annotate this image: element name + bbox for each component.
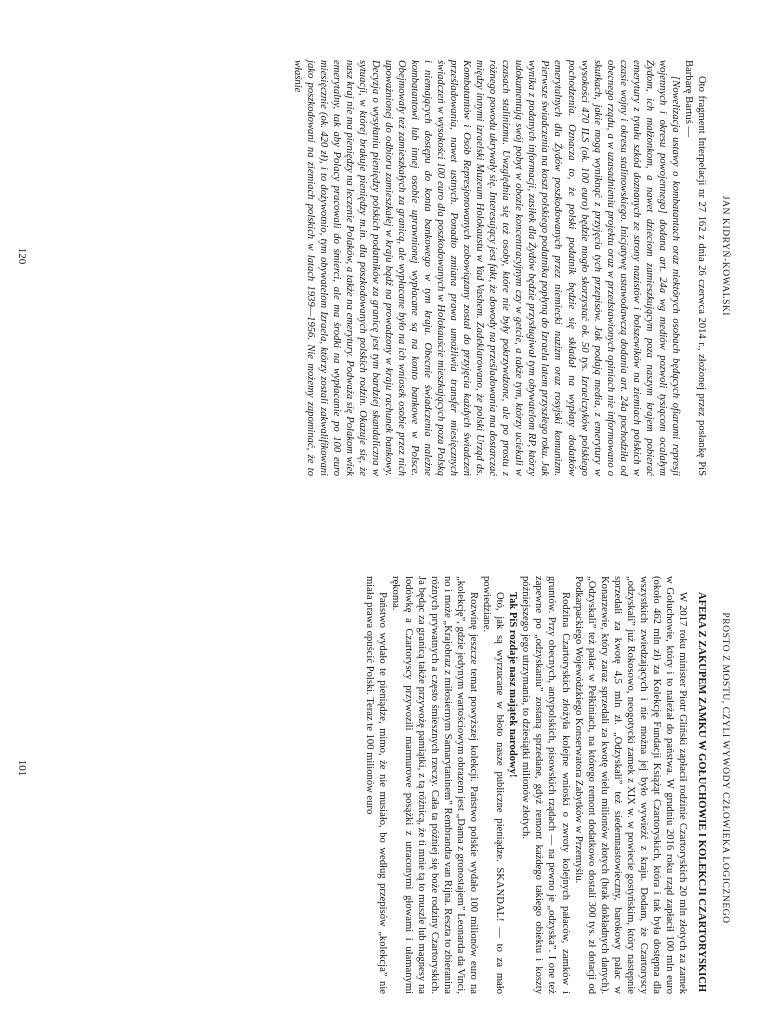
left-text-block	[291, 60, 709, 476]
section-title: AFERA Z ZAKUPEM ZAMKU W GOŁUCHOWIE I KOLEKCJI CZARTORYSKICH	[696, 592, 707, 993]
right-page	[0, 512, 768, 1024]
paragraph: Oto fragment Interpelacji nr 27 162 z dnia 26 czerwca 2014 r., złożonej przez posłankę PiS Barbarę Bartuś —	[682, 60, 707, 476]
quoted-paragraph: [Nowelizacja ustawy o kombatantach oraz niektórych osobach będących ofiarami represji wojennych i okresu powojennego] dodana art. 24a wg mediów pozwoli tysiącom ocalałym Żydom, ich małżonkom, a nawet dzieciom zamieszkującym poza naszym krajem pobierać emerytury z tytułu szkód doznanych ze strony nazistów i bolszewików na ziemiach polskich w czasie wojny i okresu stalinowskiego. Inicjatywę ustawodawczą dodania art. 24a pochodziła od obecnego rządu, a w uzasadnieniu projektu oraz w przedstawionych opiniach nie informowano o skutkach, jakie mogą wyniknąć z przyjęcia tych przepisów. Jak podają media, z emerytury w wysokości 470 ILS (ok. 100 euro) będzie mogło skorzystać ok. 50 tys. Izraelczyków polskiego pochodzenia. Oznacza to, że polski podatnik będzie się składał na wypłaty dodatków emerytalnych dla Żydów poszkodowanych przez niemiecki nazizm oraz rosyjski komunizm. Pierwsze świadczenia na koszt polskiego podatnika popłyną do Izraela latem przyszłego roku. Jak wynika z podanych informacji, zasiłek dla Żydów będzie przysługiwał tym obywatelom RP, którzy udokumentują swój pobyt w obozie koncentracyjnym czy w getcie, a także tym, którzy uciekali w czasach stalinizmu. Uwzględnia się też osoby, które nie były pokrzywdzone, ale po prostu z różnego powodu ukrywały się. Interesujący jest fakt, że dowody na prześladowania ma dostarczać między innymi izraelski Muzeum Holokaustu w Yad Vashem. Zadeklarowano, że polski Urząd ds. Kombatantów i Osób Represjonowanych zobowiązany został do przyjęcia każdych świadczeń prześladowania, nawet ustnych. Ponadto zmiana prawa umożliwia transfer miesięcznych świadczeń w wysokości 100 euro dla poszkodowanych w Holokauście mieszkających poza Polską i niemających dostępu do konta bankowego w tym kraju. Obecnie świadczenia należne kombatantowi lub innej osobie uprawnionej wypłacane są na konto bankowe w Polsce. Obejmowały też zamieszkałych za granicą, ale wypłacane było na ich wniosek osobie przez nich upoważnionej do odbioru zamieszkałej w kraju bądź na prowadzony w kraju rachunek bankowy. Decyzja o wysyłaniu pieniędzy polskich podatników za granicę jest tym bardziej skandaliczna w sytuacji, w której brakuje pieniędzy m.in. dla poszkodowanych polskich rodzin. Okazuje się, że nasz kraj nie ma pieniędzy na leczenie Polaków, a także na emerytury. Podważa się Polakom wiek emerytalny, tak aby Polacy pracowali do śmierci, ale ma środki na wypłacanie po 100 euro miesięcznie (ok. 420 zł), i to dożywotnio, tym obywatelom Izraela, którzy zostali zakwalifikowani jako poszkodowani na ziemiach polskich w latach 1939—1956. Nie możemy zapominać, że to właśnie	[291, 60, 681, 476]
running-head-right: PROSTO Z MOSTU, CZYLI WYWODY CZŁOWIEKA LOGICZNEGO	[720, 612, 730, 924]
page-number-left: 120	[16, 247, 28, 265]
subheading: Tak PiS rozdaje nasz majątek narodowy!	[507, 592, 519, 778]
paragraph: Otó, jak są wyrzucane w błoto nasze publiczne pieniądze. SKANDAL! — to za mało powiedziane.	[481, 576, 506, 994]
paragraph: Państwo wydało te pieniądze, mimo, że nie musiało, bo według przepisów „kolekcja” nie miała prawa opuścić Polski. Teraz te 100 milionów euro	[363, 576, 388, 994]
right-text-block	[363, 576, 708, 994]
paragraph: W 2017 roku minister Piotr Gliński zapłacił rodzinie Czartoryskich 20 mln złotych za zamek w Gołuchowie, który i to należał do państwa. W grudniu 2016 roku rząd zapłacił 100 mln euro (około 462 mln zł) za Kolekcję Fundacji Książąt Czartoryskich, która i tak była dostępna dla wszystkich zwiedzających i nie można jej było wywieźć z kraju. Dodam, że Czartoryscy „odzyskali” już Rokosowo, neogotycki zamek z XIX w. w powiecie gostyńskim, który następnie sprzedali za kwotę 4,5 mln zł. „Odzyskali” też siedemnastowieczny, barokowy pałac w Konarzewie, który zaraz sprzedali za kwotę wielu milionów złotych (brak dokładnych danych). „Odzyskali” też pałac w Pełkiniach, na którego remont dodatkowo dostali 300 tys. zł dotacji od Podkarpackiego Wojewódzkiego Konserwatora Zabytków w Przemyślu.	[572, 576, 688, 994]
running-head-left: JAN KIDRYŃ-KOWALSKI	[720, 195, 730, 317]
paragraph: Rodzina Czartoryskich złożyła kolejne wnioski o zwroty kolejnych pałaców, zamków i gruntów. Przy obecnych, antypolskich, pisowskich rządach — na pewno je „odzyska”. I one też zapewne po „odzyskaniu” zostaną sprzedane, gdyż remont każdego takiego obiektu i koszty późniejszego jego utrzymania, to dziesiątki milionów złotych.	[520, 576, 571, 994]
paragraph: Rozwinę jeszcze temat powyższej kolekcji. Państwo polskie wydało 100 milionów euro na „kolekcję”, gdzie jedynym wartościowym obrazem jest „Dama z gronostajem” Leonarda da Vinci, no i może „Krajobraz z miłosiernym Samarytaninem” Rembrandta van Rijna. Reszta to zbieranina różnych prywatnych a często śmiesznych rzeczy. Cała ta później się boże rodziny Czartoryskich. Ja będąc za granicą także przywożę pamiątki, z tą różnicą, że ti mnie tą to muszle lub magnesy na lodówkę a Czartoryscy przywozili marmurowe posążki z utraconymi głowami i ułamanymi rękoma.	[389, 576, 480, 995]
page-number-right: 101	[16, 759, 28, 777]
